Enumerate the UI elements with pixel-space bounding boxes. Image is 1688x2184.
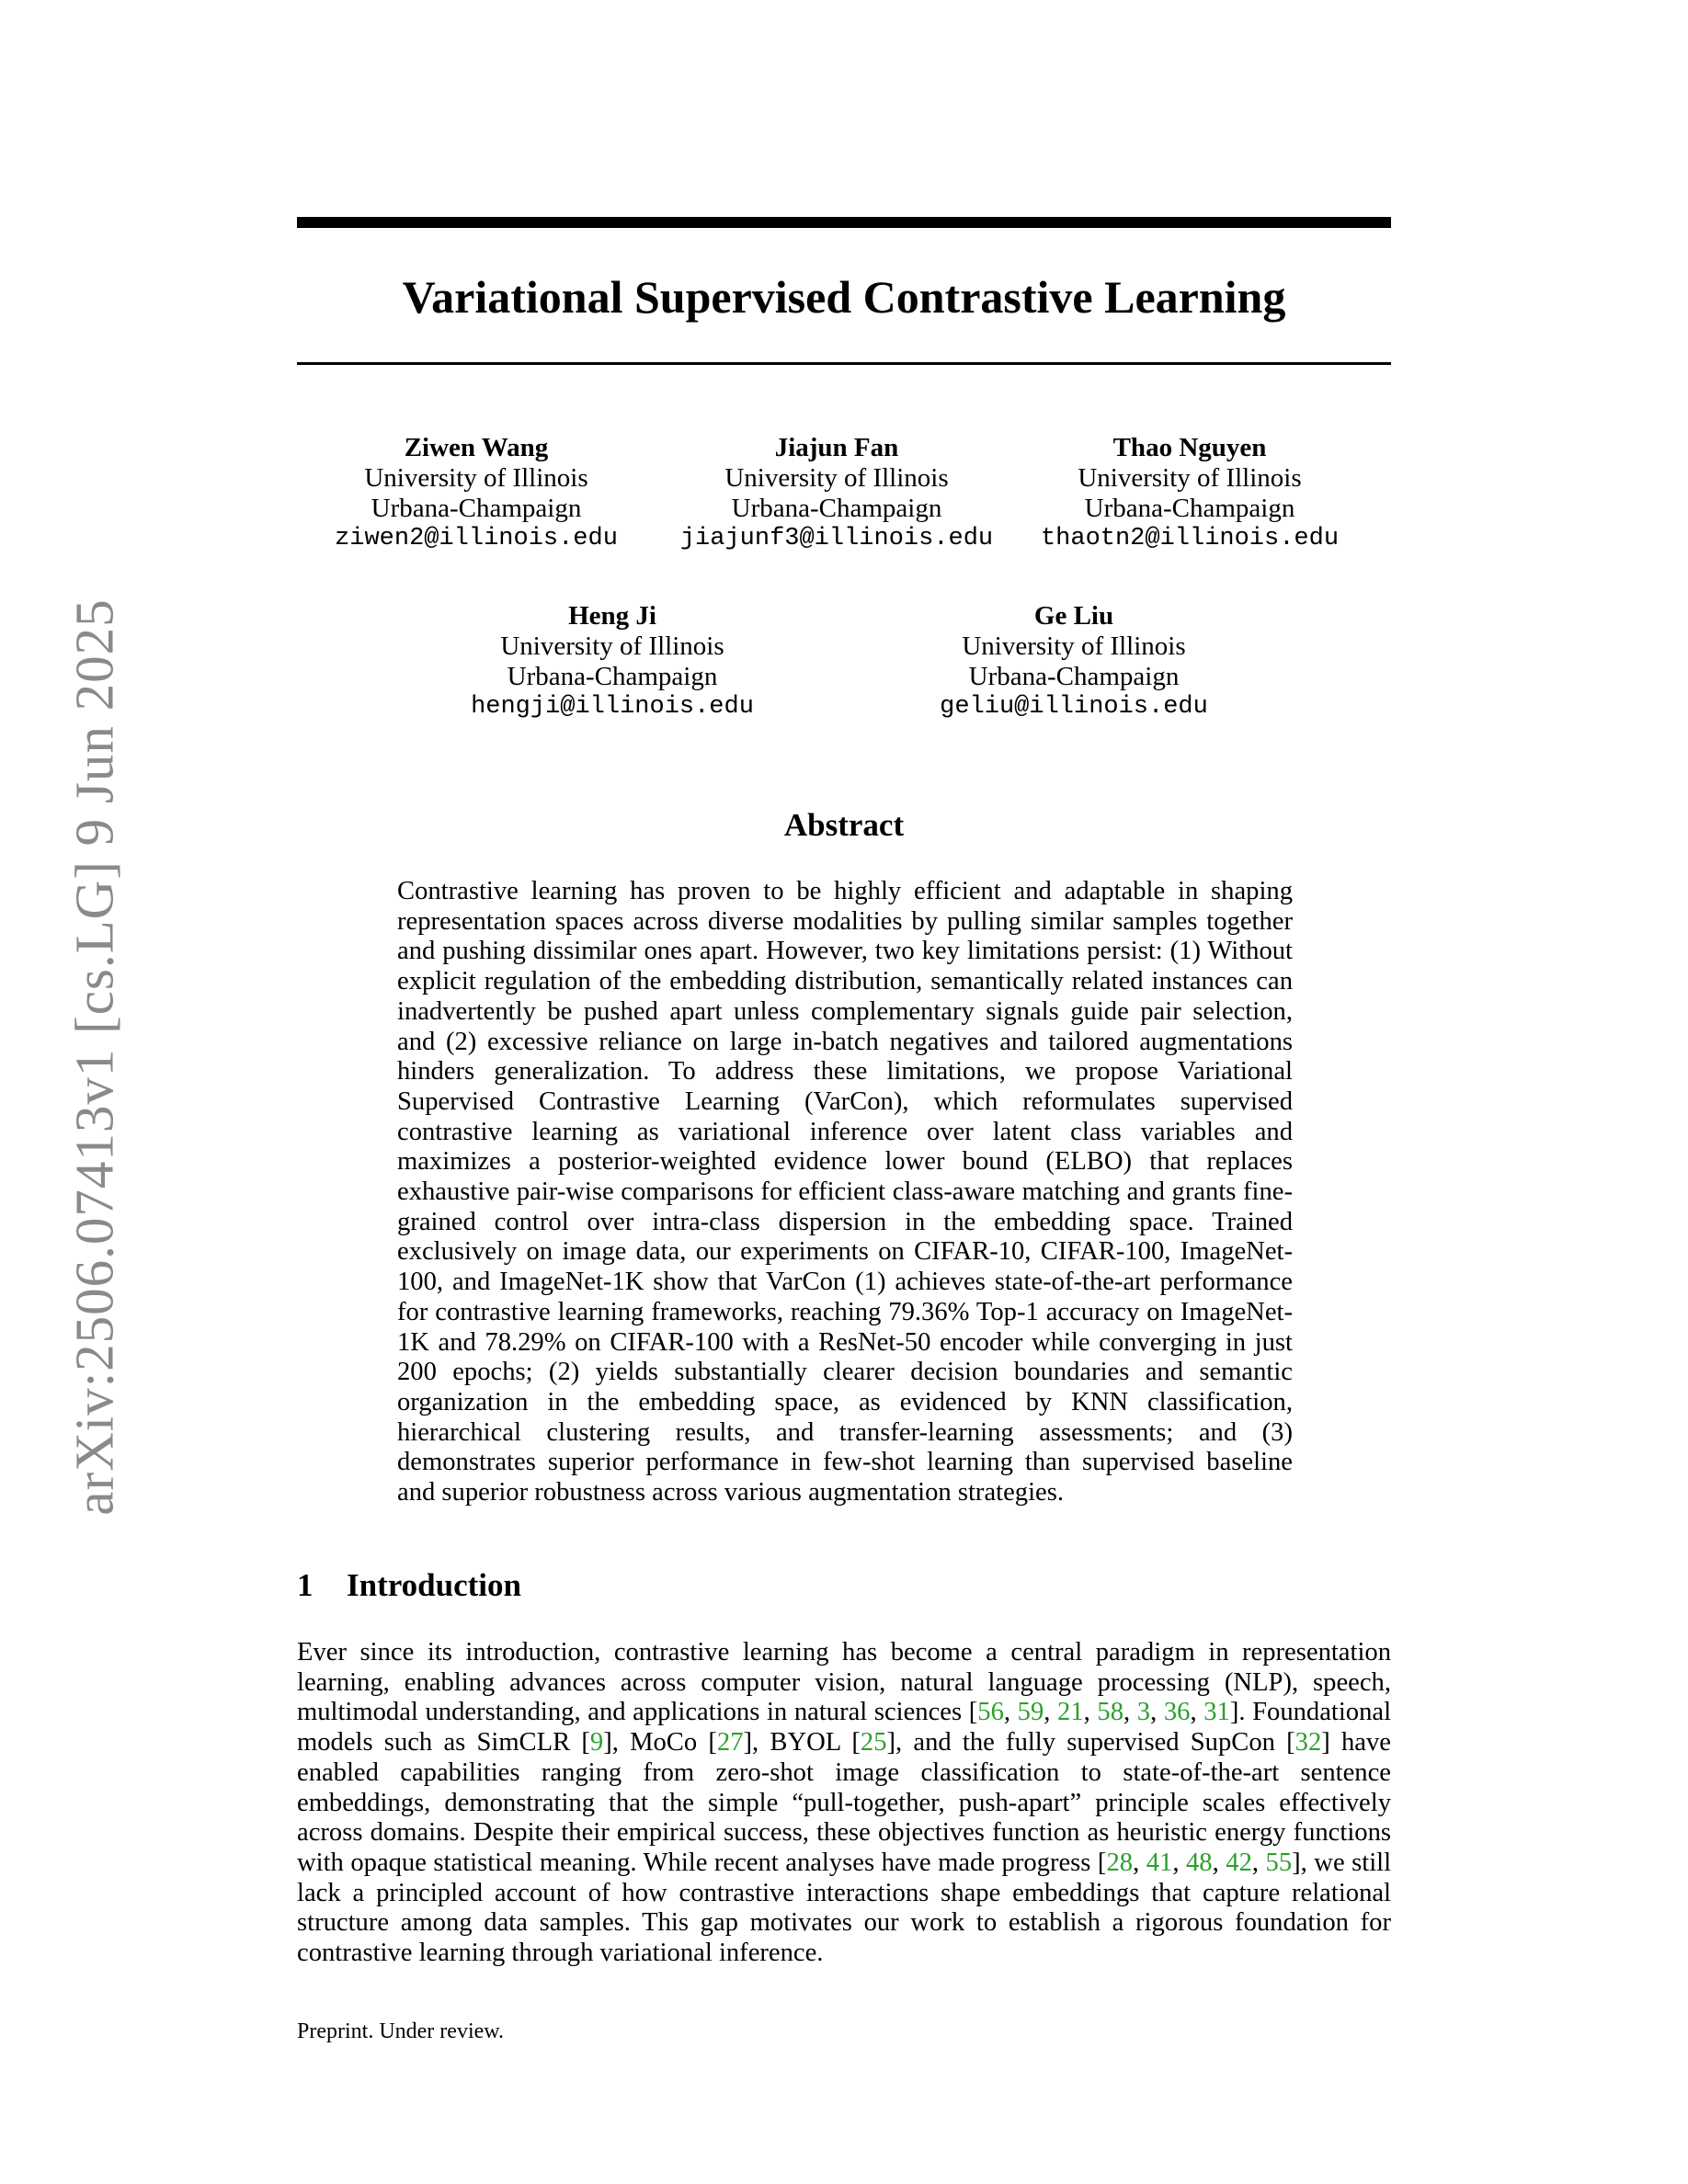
- author-name: Ziwen Wang: [404, 433, 549, 462]
- author-affiliation: Urbana-Champaign: [371, 494, 582, 523]
- citation-link[interactable]: 59: [1017, 1698, 1044, 1727]
- citation-link[interactable]: 32: [1295, 1728, 1322, 1757]
- citation-link[interactable]: 25: [860, 1728, 887, 1757]
- citation-link[interactable]: 3: [1136, 1698, 1151, 1727]
- author-name: Thao Nguyen: [1112, 433, 1267, 462]
- body-text: ], we still lack a principled account of how contrastive interactions shape embeddings that capture relational structure among data samples. This gap motivates our work to establish a rigorous foundation for contrastive learning through variational inference.: [297, 1848, 1392, 1968]
- author-email[interactable]: hengji@illinois.edu: [471, 693, 754, 721]
- citation-link[interactable]: 36: [1163, 1698, 1191, 1727]
- author-affiliation: University of Illinois: [962, 631, 1186, 661]
- section-heading: [297, 1565, 1124, 1606]
- body-text: Ever since its introduction, contrastive learning has become a central paradigm in representation learning, enabling advances across computer vision, natural language processing (NLP), speech, multimodal understanding, and applications in natural sciences [: [297, 1638, 1391, 1727]
- author-affiliation: Urbana-Champaign: [968, 662, 1180, 691]
- author-block: [667, 433, 1007, 554]
- citation-link[interactable]: 9: [589, 1728, 604, 1757]
- author-affiliation: Urbana-Champaign: [507, 662, 718, 691]
- arxiv-identifier: arXiv:2506.07413v1 [cs.LG] 9 Jun 2025: [63, 598, 125, 1516]
- author-name: Jiajun Fan: [774, 433, 899, 462]
- abstract-text: Contrastive learning has proven to be highly efficient and adaptable in shaping representation spaces across diverse modalities by pulling similar samples together and pushing dissimilar ones apart. However, two key limitations persist: (1) Without explicit regulation of the embedding distribution, semantically related instances can inadvertently be pushed apart unless complementary signals guide pair selection, and (2) excessive reliance on large in-batch negatives and tailored augmentations hinders generalization. To address these limitations, we propose Variational Supervised Contrastive Learning (VarCon), which reformulates supervised contrastive learning as variational inference over latent class variables and maximizes a posterior-weighted evidence lower bound (ELBO) that replaces exhaustive pair-wise comparisons for efficient class-aware matching and grants fine-grained control over intra-class dispersion in the embedding space. Trained exclusively on image data, our experiments on CIFAR-10, CIFAR-100, ImageNet-100, and ImageNet-1K show that VarCon (1) achieves state-of-the-art performance for contrastive learning frameworks, reaching 79.36% Top-1 accuracy on ImageNet-1K and 78.29% on CIFAR-100 with a ResNet-50 encoder while converging in just 200 epochs; (2) yields substantially clearer decision boundaries and semantic organization in the embedding space, as evidenced by KNN classification, hierarchical clustering results, and transfer-learning assessments; and (3) demonstrates superior performance in few-shot learning than supervised baseline and superior robustness across various augmentation strategies.: [397, 877, 1293, 1507]
- citation-link[interactable]: 28: [1106, 1848, 1134, 1877]
- author-affiliation: Urbana-Champaign: [731, 494, 942, 523]
- author-affiliation: University of Illinois: [500, 631, 724, 661]
- author-block: [447, 601, 778, 722]
- citation-link[interactable]: 55: [1265, 1848, 1293, 1877]
- author-affiliation: Urbana-Champaign: [1084, 494, 1295, 523]
- citation-link[interactable]: 27: [716, 1728, 744, 1757]
- citation-link[interactable]: 41: [1146, 1848, 1173, 1877]
- author-email[interactable]: ziwen2@illinois.edu: [335, 525, 618, 552]
- abstract-heading: Abstract: [783, 807, 905, 843]
- citation-link[interactable]: 21: [1057, 1698, 1084, 1727]
- body-text: ], MoCo [: [603, 1728, 717, 1757]
- footer-note: Preprint. Under review.: [297, 2019, 505, 2043]
- author-affiliation: University of Illinois: [1078, 463, 1302, 493]
- author-email[interactable]: jiajunf3@illinois.edu: [679, 525, 994, 552]
- body-text: ] have enabled capabilities ranging from zero-shot image classification to state-of-the-art sentence embeddings, demonstrating that the simple “pull-together, push-apart” principle scales effectively across domains. Despite their empirical success, these objectives function as heuristic energy functions with opaque statistical meaning. While recent analyses have made progress [: [297, 1728, 1391, 1877]
- author-name: Heng Ji: [568, 601, 656, 631]
- citation-link[interactable]: 42: [1226, 1848, 1252, 1877]
- author-affiliation: University of Illinois: [364, 463, 588, 493]
- citation-link[interactable]: 31: [1203, 1698, 1230, 1727]
- author-block: [1024, 433, 1355, 554]
- author-email[interactable]: thaotn2@illinois.edu: [1040, 525, 1340, 552]
- paper-title: Variational Supervised Contrastive Learning: [402, 271, 1286, 323]
- body-text: ], BYOL [: [743, 1728, 861, 1757]
- author-block: [311, 433, 642, 554]
- title-bottom-rule: [297, 362, 1391, 365]
- citation-link[interactable]: 48: [1186, 1848, 1213, 1877]
- citation-link[interactable]: 56: [977, 1698, 1004, 1727]
- body-text: ], and the fully supervised SupCon [: [886, 1728, 1295, 1757]
- author-email[interactable]: geliu@illinois.edu: [940, 693, 1208, 721]
- author-block: [908, 601, 1239, 722]
- section-title: Introduction: [347, 1567, 521, 1603]
- body-text: ]. Foundational models such as SimCLR [: [297, 1698, 1392, 1757]
- introduction-paragraph: Ever since its introduction, contrastive learning has become a central paradigm in representation learning, enabling advances across computer vision, natural language processing (NLP), speech, multimodal understanding, and applications in natural sciences [56, 59, 21, 58, 3, 36, 31]. Foundational models such as SimCLR [9], MoCo [27], BYOL [25], and the fully supervised SupCon [32] have enabled capabilities ranging from zero-shot image classification to state-of-the-art sentence embeddings, demonstrating that the simple “pull-together, push-apart” principle scales effectively across domains. Despite their empirical success, these objectives function as heuristic energy functions with opaque statistical meaning. While recent analyses have made progress [28, 41, 48, 42, 55], we still lack a principled account of how contrastive interactions shape embeddings that capture relational structure among data samples. This gap motivates our work to establish a rigorous foundation for contrastive learning through variational inference.: [297, 1638, 1392, 1968]
- citation-link[interactable]: 58: [1097, 1698, 1123, 1727]
- section-number: 1: [297, 1567, 314, 1603]
- author-affiliation: University of Illinois: [724, 463, 949, 493]
- title-top-rule: [297, 217, 1391, 228]
- author-name: Ge Liu: [1033, 601, 1114, 631]
